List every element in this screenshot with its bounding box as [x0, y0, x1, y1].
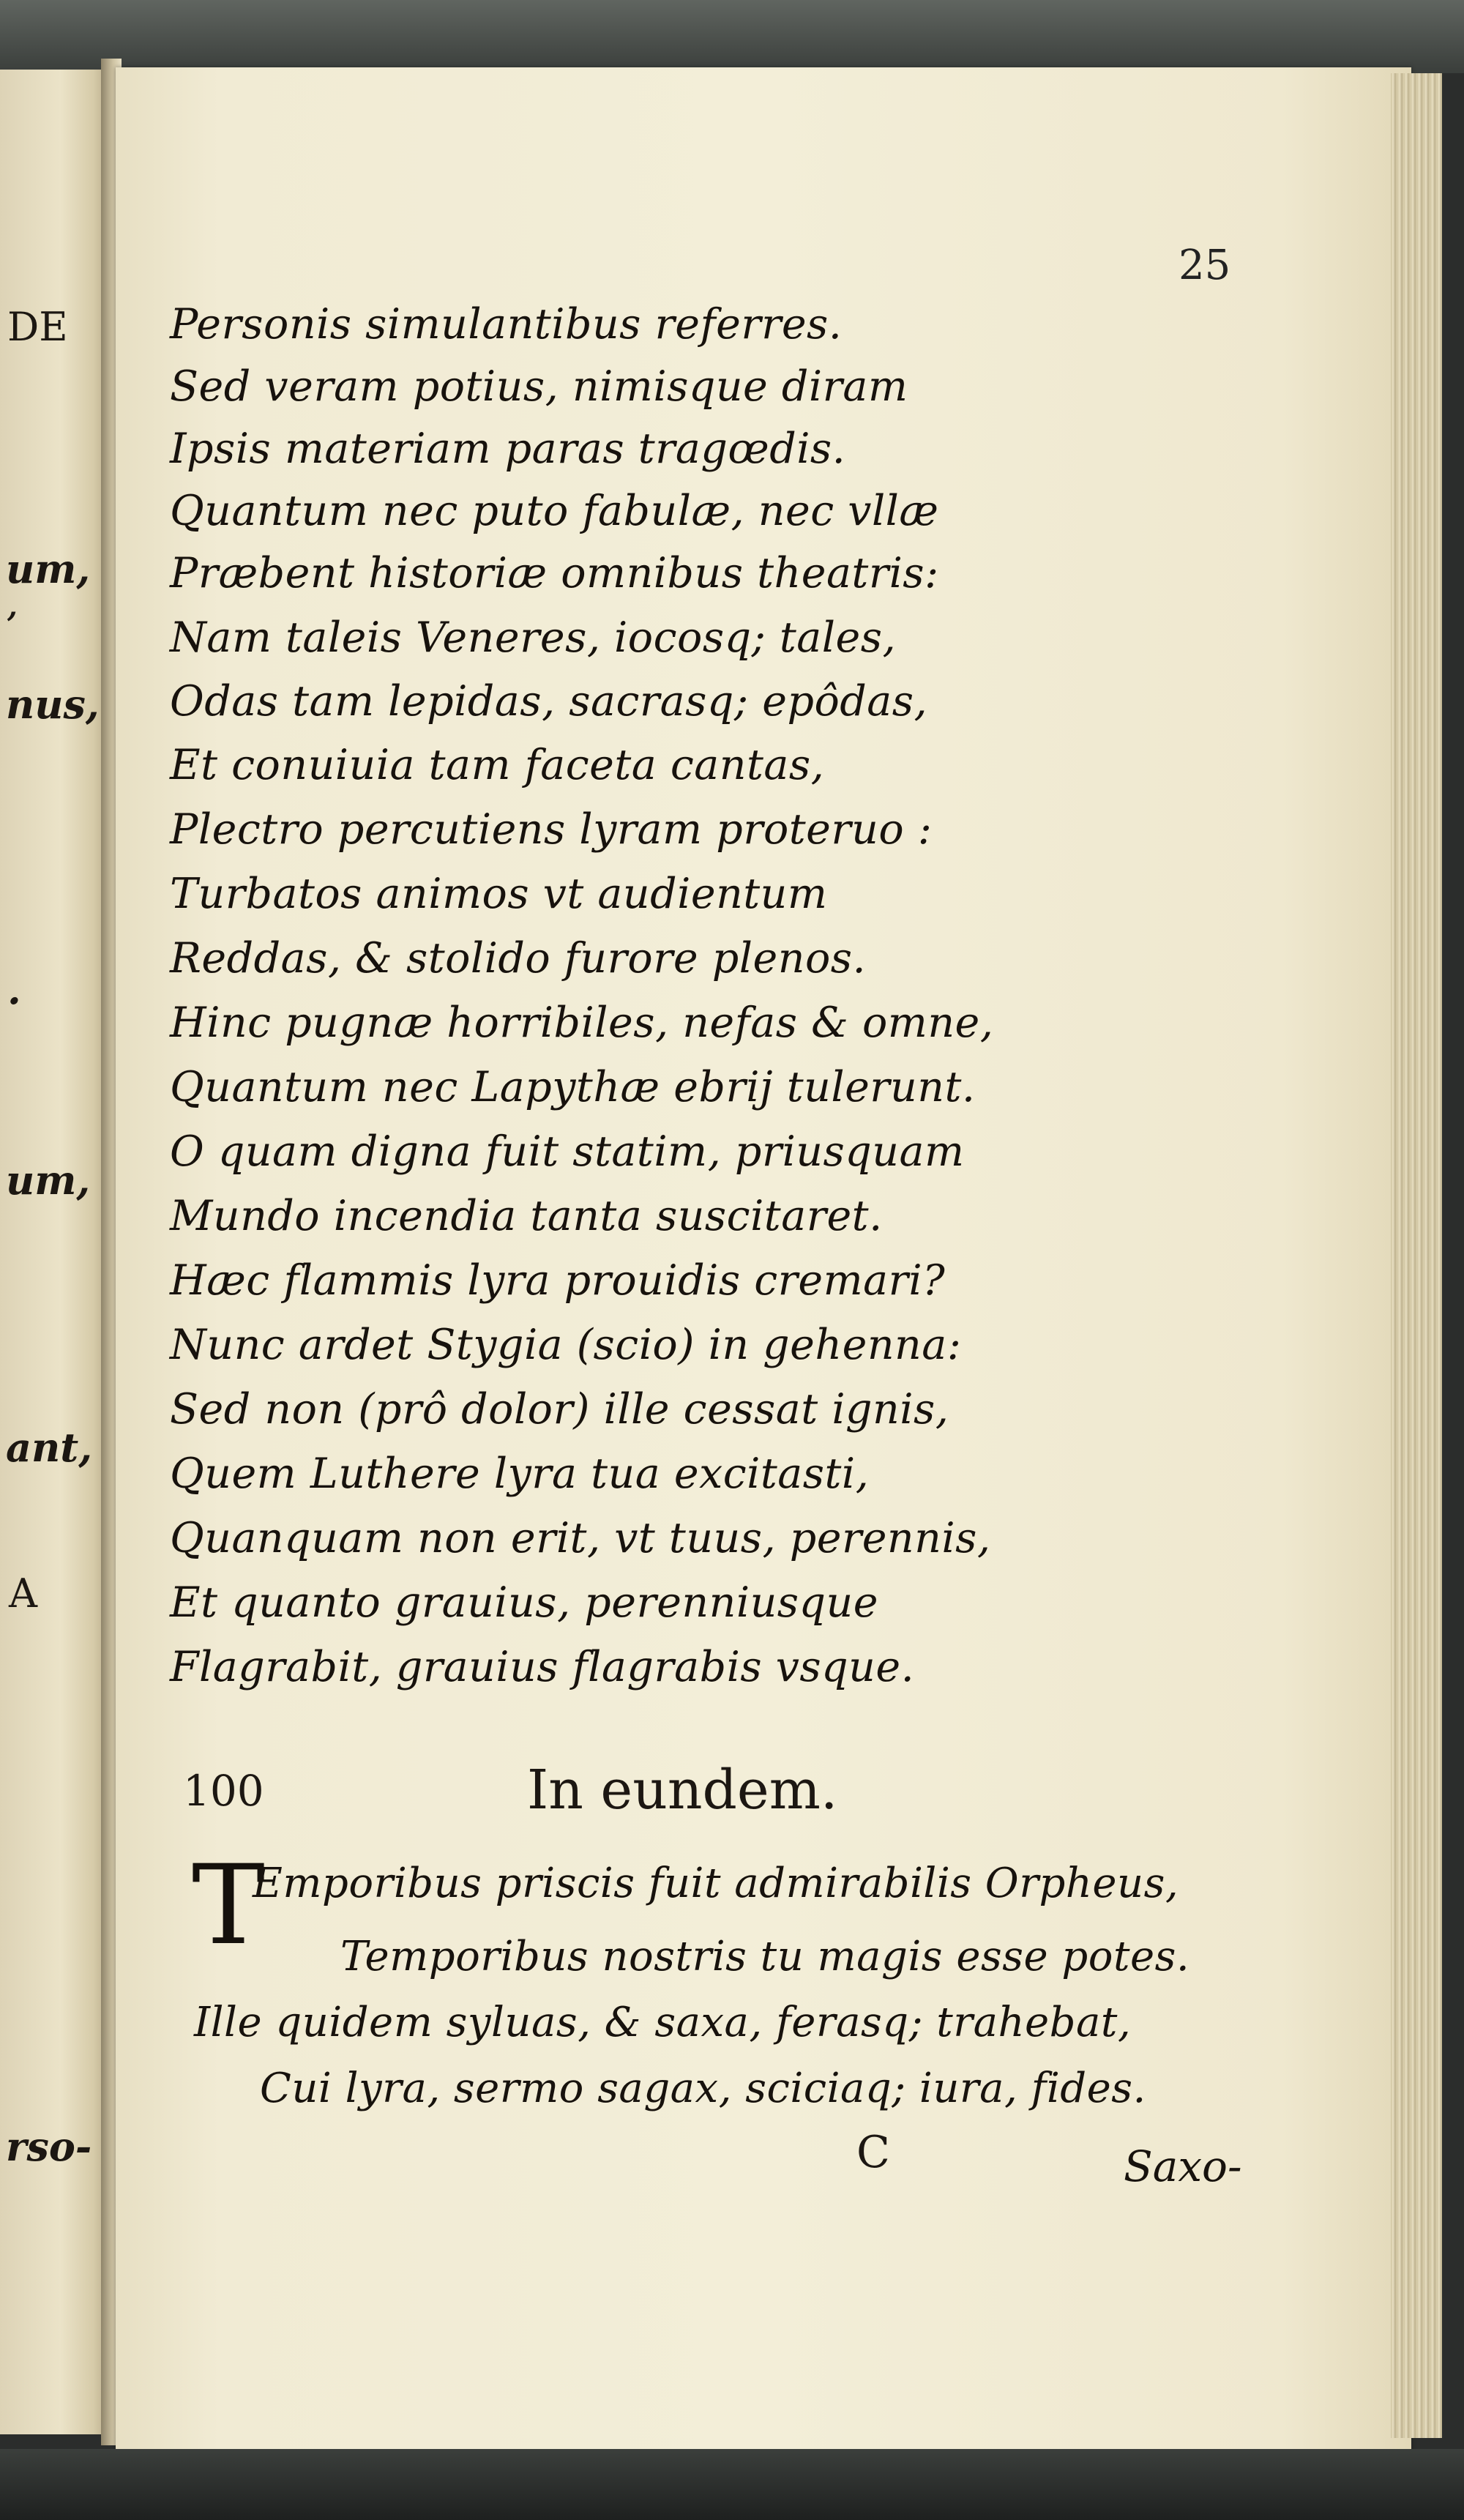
verse-line: Hæc flammis lyra prouidis cremari? — [170, 1256, 946, 1305]
verse-line: Nam taleis Veneres, iocosq; tales, — [170, 614, 897, 662]
verse-line: Præbent historiæ omnibus theatris: — [170, 549, 939, 597]
verse-line: Quantum nec puto fabulæ, nec vllæ — [170, 487, 939, 535]
verse-line: Et conuiuia tam faceta cantas, — [170, 741, 825, 789]
poem-number: 100 — [183, 1766, 264, 1816]
verse-line: Plectro percutiens lyram proteruo : — [170, 805, 933, 854]
facing-page-word: um, — [6, 1157, 91, 1204]
epigram-line: Cui lyra, sermo sagax, sciciaq; iura, fides. — [260, 2065, 1146, 2112]
epigram-line: Emporibus priscis fuit admirabilis Orpheus, — [253, 1860, 1179, 1907]
page-fore-edge — [1391, 73, 1442, 2438]
facing-page-word: . — [7, 966, 21, 1013]
verse-line: Ipsis materiam paras tragœdis. — [170, 425, 846, 473]
verse-line: Et quanto grauius, perenniusque — [170, 1578, 878, 1627]
verse-line: Turbatos animos vt audientum — [170, 870, 828, 918]
verse-line: Quem Luthere lyra tua excitasti, — [170, 1450, 870, 1498]
drop-cap: T — [192, 1842, 266, 1969]
verse-line: Flagrabit, grauius flagrabis vsque. — [170, 1643, 915, 1691]
verse-line: Hinc pugnæ horribiles, nefas & omne, — [170, 999, 994, 1047]
signature-mark: C — [856, 2127, 890, 2178]
facing-page-word: ant, — [6, 1424, 92, 1471]
scan-background-bottom — [0, 2449, 1464, 2520]
facing-page-word: DE — [7, 304, 68, 350]
verse-line: Sed veram potius, nimisque diram — [170, 362, 908, 411]
verse-line: Reddas, & stolido furore plenos. — [170, 934, 867, 983]
facing-page-word: rso- — [6, 2123, 92, 2170]
verse-line: Odas tam lepidas, sacrasq; epôdas, — [170, 677, 928, 726]
verse-line: Nunc ardet Stygia (scio) in gehenna: — [170, 1321, 962, 1369]
catchword: Saxo- — [1124, 2141, 1242, 2191]
verse-line: Quantum nec Lapythæ ebrij tulerunt. — [170, 1063, 976, 1111]
page-number: 25 — [1179, 242, 1231, 289]
verse-line: Mundo incendia tanta suscitaret. — [170, 1192, 883, 1240]
epigram-line: Ille quidem syluas, & saxa, ferasq; trahebat, — [194, 1999, 1132, 2046]
verse-line: O quam digna fuit statim, priusquam — [170, 1127, 965, 1176]
verse-line: Personis simulantibus referres. — [170, 300, 843, 348]
facing-page-word: , — [7, 589, 18, 624]
facing-page-word: um, — [6, 545, 91, 592]
verse-line: Quanquam non erit, vt tuus, perennis, — [170, 1514, 991, 1562]
epigram-line: Temporibus nostris tu magis esse potes. — [340, 1933, 1190, 1980]
facing-page-word: A — [9, 1570, 37, 1617]
poem-heading: In eundem. — [527, 1759, 838, 1822]
facing-page-edge — [0, 70, 110, 2434]
verse-line: Sed non (prô dolor) ille cessat ignis, — [170, 1385, 949, 1434]
scan-background-top — [0, 0, 1464, 73]
facing-page-word: nus, — [6, 681, 100, 728]
